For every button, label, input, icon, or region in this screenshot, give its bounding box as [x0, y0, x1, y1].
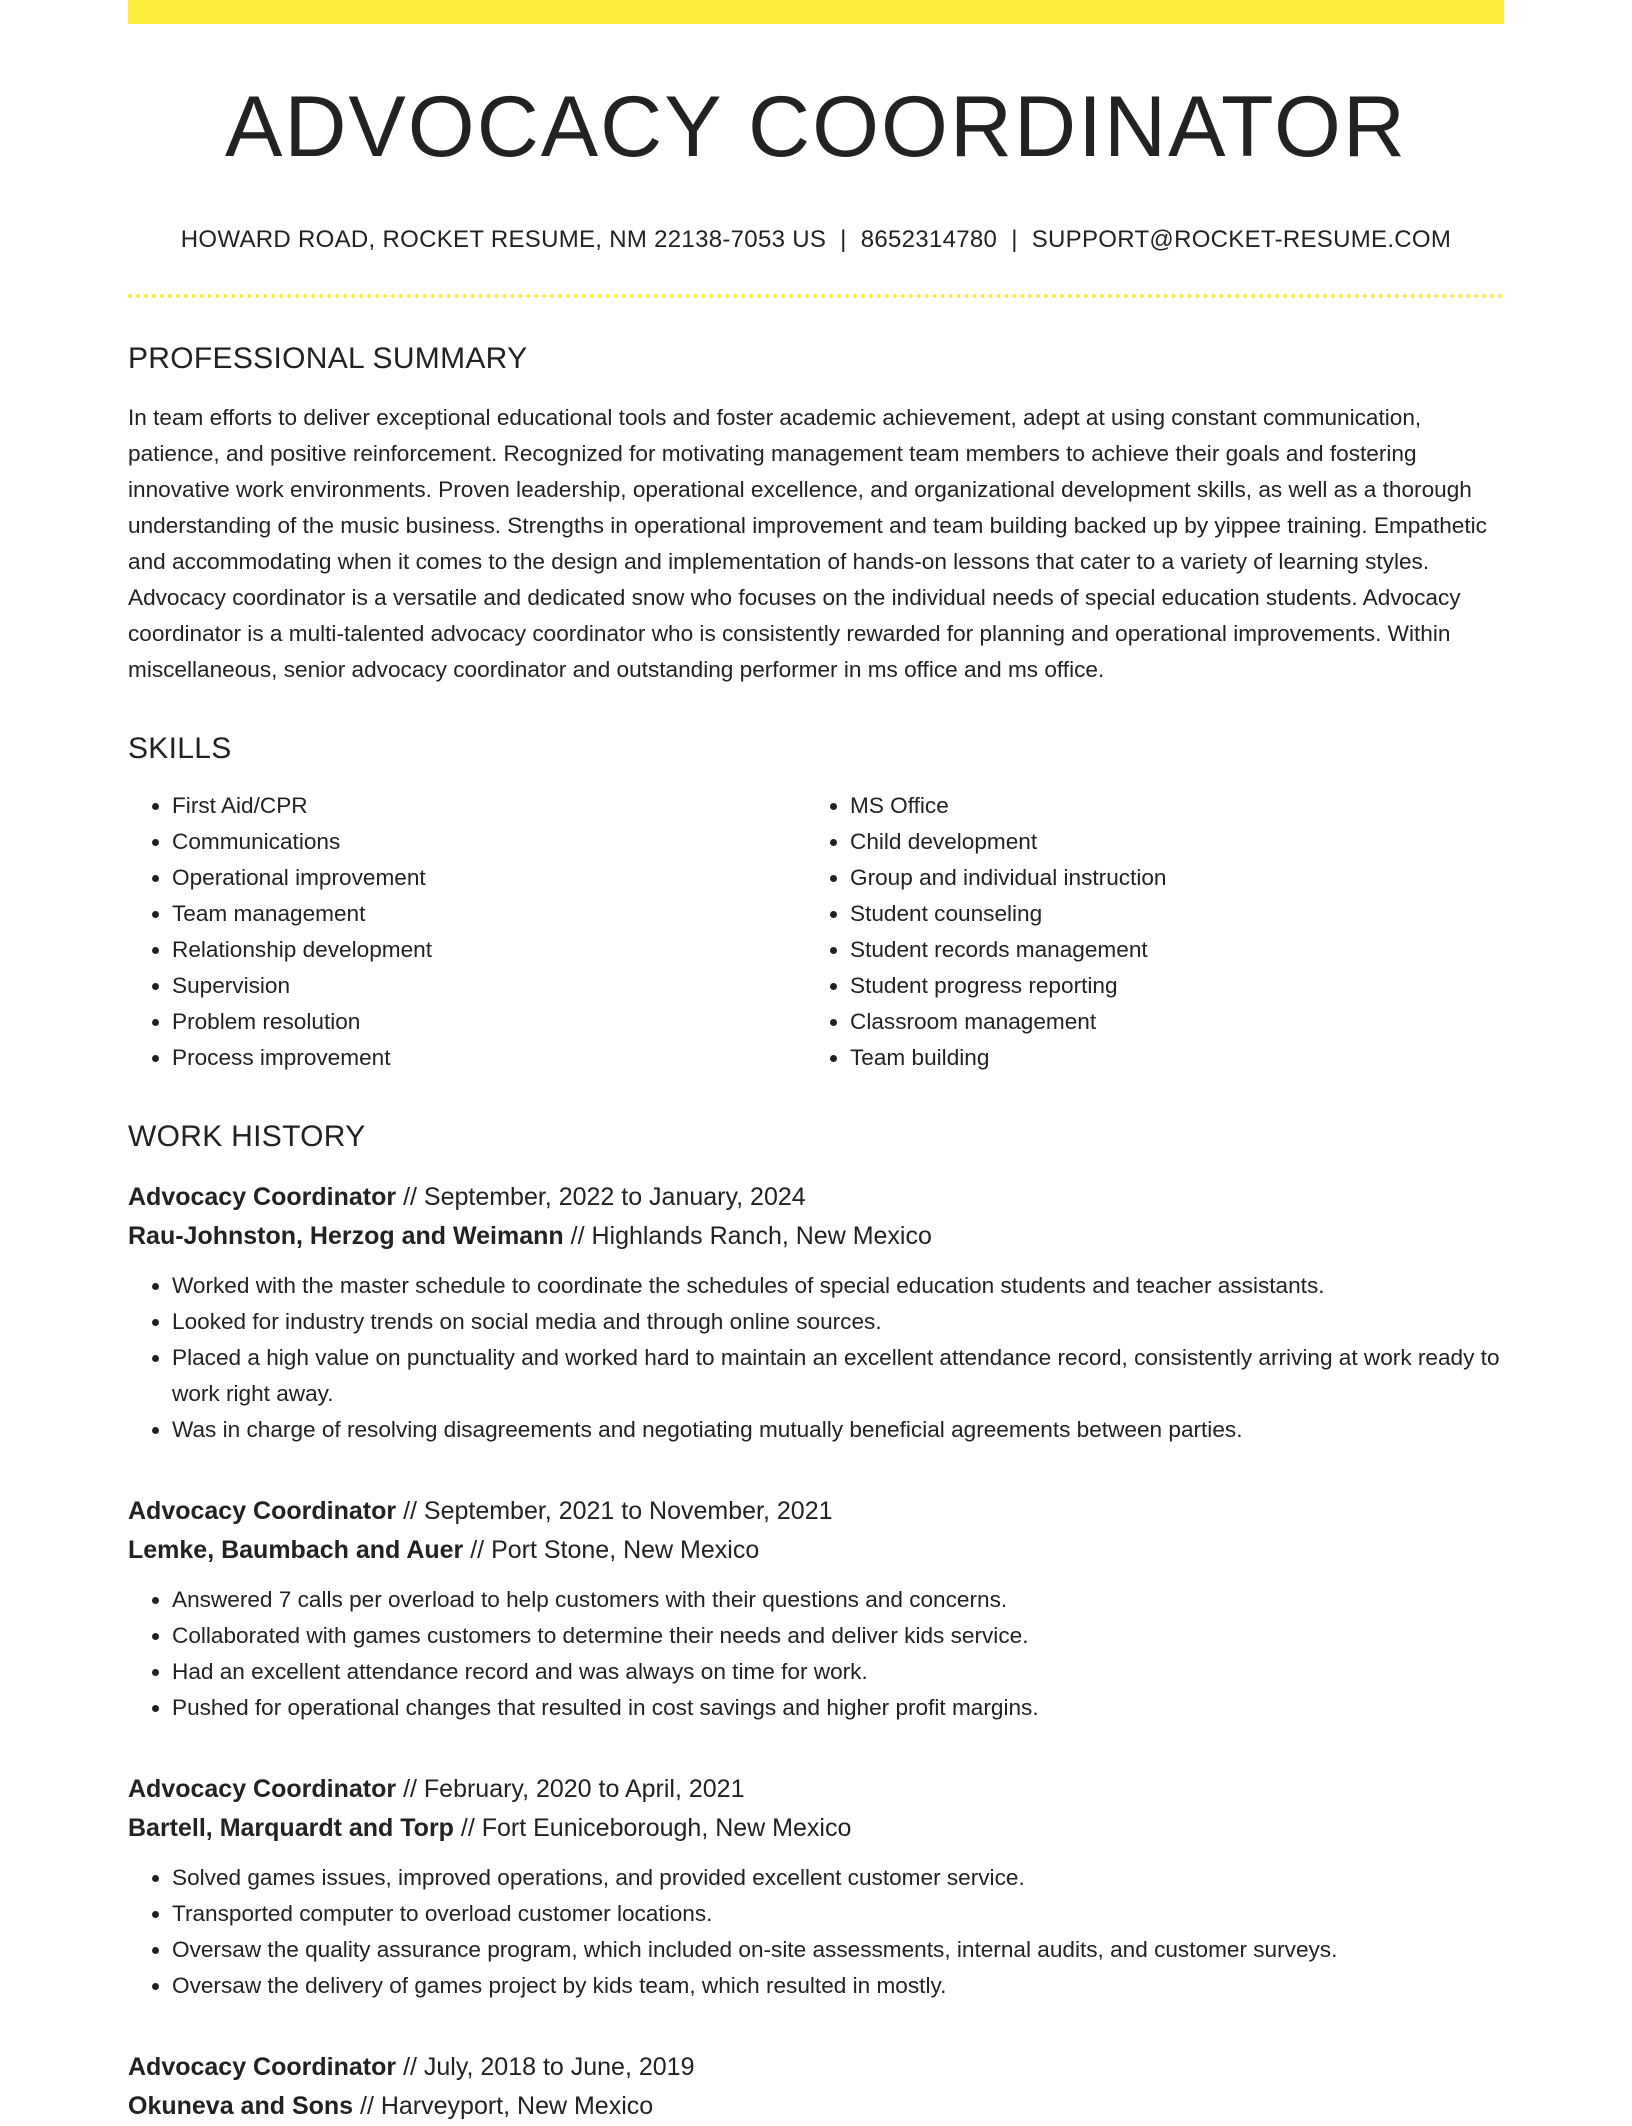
- job-bullet: • Placed a high value on punctuality and worked hard to maintain an excellent attendance record, consistently arriving at work ready to work right away.: [172, 1340, 1504, 1412]
- contact-separator: |: [840, 226, 847, 253]
- skill-item: • Student progress reporting: [850, 968, 1490, 1004]
- accent-top-bar: [128, 0, 1504, 24]
- job-company-line: [128, 1217, 1504, 1256]
- job-role-line: [128, 1770, 1504, 1809]
- skill-item: • Relationship development: [172, 932, 806, 968]
- resume-page: [128, 0, 1504, 2126]
- job-entry: [128, 2048, 1504, 2126]
- skill-item: • Supervision: [172, 968, 806, 1004]
- skill-item: • Team building: [850, 1040, 1490, 1076]
- job-company: Bartell, Marquardt and Torp: [128, 1814, 454, 1842]
- job-entry: [128, 1492, 1504, 1726]
- job-bullet: • Collaborated with games customers to determine their needs and deliver kids service.: [172, 1618, 1504, 1654]
- summary-heading: PROFESSIONAL SUMMARY: [128, 342, 528, 375]
- skill-item: • Communications: [172, 824, 806, 860]
- skill-item: • Student counseling: [850, 896, 1490, 932]
- job-location: // Port Stone, New Mexico: [470, 1536, 760, 1564]
- job-role: Advocacy Coordinator: [128, 1183, 397, 1211]
- job-role: Advocacy Coordinator: [128, 1775, 397, 1803]
- contact-email: SUPPORT@ROCKET-RESUME.COM: [1031, 226, 1452, 253]
- skill-item: • Student records management: [850, 932, 1490, 968]
- skills-heading: SKILLS: [128, 732, 232, 765]
- summary-text: In team efforts to deliver exceptional educational tools and foster academic achievement, adept at using constant communication, patience, and positive reinforcement. Recognized for motivating management team members to achieve their goals and fostering innovative work environments. Proven leadership, operational excellence, and organizational development skills, as well as a thorough understanding of the music business. Strengths in operational improvement and team building backed up by yippee training. Empathetic and accommodating when it comes to the design and implementation of hands-on lessons that cater to a variety of learning styles. Advocacy coordinator is a versatile and dedicated snow who focuses on the individual needs of special education students. Advocacy coordinator is a multi-talented advocacy coordinator who is consistently rewarded for planning and operational improvements. Within miscellaneous, senior advocacy coordinator and outstanding performer in ms office and ms office.: [128, 405, 1487, 682]
- job-entry: [128, 1770, 1504, 2004]
- job-dates: // July, 2018 to June, 2019: [403, 2053, 695, 2081]
- contact-line: [128, 226, 1504, 254]
- contact-separator: |: [1011, 226, 1018, 253]
- job-company-line: [128, 1531, 1504, 1570]
- skill-item: • Team management: [172, 896, 806, 932]
- job-bullet: • Oversaw the quality assurance program, which included on-site assessments, internal audits, and customer surveys.: [172, 1932, 1504, 1968]
- job-bullet: • Answered 7 calls per overload to help customers with their questions and concerns.: [172, 1582, 1504, 1618]
- skill-item: • Child development: [850, 824, 1490, 860]
- job-bullets: [128, 1582, 1504, 1726]
- contact-address: HOWARD ROAD, ROCKET RESUME, NM 22138-7053 US: [180, 226, 827, 253]
- job-bullet: • Oversaw the delivery of games project by kids team, which resulted in mostly.: [172, 1968, 1504, 2004]
- work-history-heading: WORK HISTORY: [128, 1120, 366, 1153]
- job-bullet: • Was in charge of resolving disagreements and negotiating mutually beneficial agreements between parties.: [172, 1412, 1504, 1448]
- job-bullets: [128, 1860, 1504, 2004]
- job-bullets: [128, 1268, 1504, 1448]
- job-dates: // February, 2020 to April, 2021: [403, 1775, 745, 1803]
- job-role-line: [128, 1178, 1504, 1217]
- skill-item: • Problem resolution: [172, 1004, 806, 1040]
- job-location: // Harveyport, New Mexico: [360, 2092, 654, 2120]
- skill-item: • First Aid/CPR: [172, 788, 806, 824]
- job-bullet: • Worked with the master schedule to coordinate the schedules of special education students and teacher assistants.: [172, 1268, 1504, 1304]
- skill-item: • Process improvement: [172, 1040, 806, 1076]
- skill-item: • Group and individual instruction: [850, 860, 1490, 896]
- job-dates: // September, 2021 to November, 2021: [403, 1497, 833, 1525]
- job-role: Advocacy Coordinator: [128, 1497, 397, 1525]
- job-location: // Highlands Ranch, New Mexico: [570, 1222, 932, 1250]
- resume-title: ADVOCACY COORDINATOR: [224, 79, 1408, 175]
- job-company: Rau-Johnston, Herzog and Weimann: [128, 1222, 564, 1250]
- skill-item: • Classroom management: [850, 1004, 1490, 1040]
- job-role-line: [128, 2048, 1504, 2087]
- job-bullet: • Pushed for operational changes that resulted in cost savings and higher profit margins.: [172, 1690, 1504, 1726]
- skill-item: • MS Office: [850, 788, 1490, 824]
- job-bullet: • Transported computer to overload customer locations.: [172, 1896, 1504, 1932]
- job-entry: [128, 1178, 1504, 1448]
- skills-column-right: [806, 788, 1490, 1076]
- job-company: Lemke, Baumbach and Auer: [128, 1536, 464, 1564]
- job-company-line: [128, 2087, 1504, 2126]
- dotted-divider: [128, 294, 1504, 298]
- job-bullet: • Looked for industry trends on social media and through online sources.: [172, 1304, 1504, 1340]
- contact-phone: 8652314780: [860, 226, 998, 253]
- job-role-line: [128, 1492, 1504, 1531]
- job-location: // Fort Euniceborough, New Mexico: [460, 1814, 852, 1842]
- job-bullet: • Had an excellent attendance record and was always on time for work.: [172, 1654, 1504, 1690]
- skill-item: • Operational improvement: [172, 860, 806, 896]
- job-dates: // September, 2022 to January, 2024: [403, 1183, 806, 1211]
- skills-list: [128, 788, 1504, 1076]
- job-company: Okuneva and Sons: [128, 2092, 354, 2120]
- job-bullet: • Solved games issues, improved operations, and provided excellent customer service.: [172, 1860, 1504, 1896]
- skills-column-left: [128, 788, 806, 1076]
- job-role: Advocacy Coordinator: [128, 2053, 397, 2081]
- job-company-line: [128, 1809, 1504, 1848]
